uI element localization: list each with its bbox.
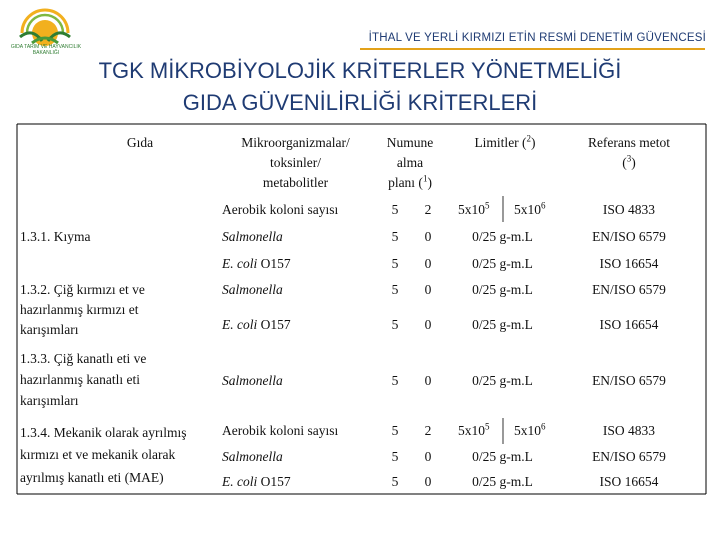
M-exp: 6 xyxy=(541,421,546,432)
limit-cell: 0/25 g-m.L xyxy=(472,282,533,297)
page-subtitle: GIDA GÜVENİLİRLİĞİ KRİTERLERİ xyxy=(182,90,538,115)
M-limit-cell xyxy=(514,423,546,439)
method-footnote: 3 xyxy=(626,153,632,164)
limits-close: ) xyxy=(531,135,536,150)
n-cell: 5 xyxy=(391,373,399,388)
organism-cell: Salmonella xyxy=(222,229,283,244)
header-divider xyxy=(360,48,705,50)
organism-serotype: O157 xyxy=(257,474,291,489)
method-cell: ISO 16654 xyxy=(599,317,659,332)
organism-cell xyxy=(222,256,291,272)
M-exp: 6 xyxy=(541,200,546,211)
food-line: 1.3.4. Mekanik olarak ayrılmış xyxy=(20,425,187,440)
n-cell: 5 xyxy=(391,282,399,297)
food-cell-1: 1.3.1. Kıyma xyxy=(20,229,91,244)
organism-cell: Salmonella xyxy=(222,373,283,388)
method-cell: ISO 4833 xyxy=(602,423,656,438)
header-sampling-line2: alma xyxy=(396,155,424,170)
limit-cell: 0/25 g-m.L xyxy=(472,256,533,271)
m-base: 5x10 xyxy=(458,423,485,438)
header-limits xyxy=(455,133,555,153)
limit-cell: 0/25 g-m.L xyxy=(472,317,533,332)
limit-cell: 0/25 g-m.L xyxy=(472,373,533,388)
m-base: 5x10 xyxy=(458,202,485,217)
limits-footnote: 2 xyxy=(526,133,532,144)
method-cell: EN/ISO 6579 xyxy=(592,449,666,464)
header-organism-line1: Mikroorganizmalar/ xyxy=(241,135,350,150)
food-line: karışımları xyxy=(20,322,79,337)
header-food: Gıda xyxy=(126,135,154,150)
c-cell: 2 xyxy=(424,202,432,217)
logo-caption: GIDA TARIM VE HAYVANCILIK BAKANLIĞI xyxy=(10,44,82,56)
organism-name: E. coli xyxy=(222,317,258,332)
top-label: İTHAL VE YERLİ KIRMIZI ETİN RESMİ DENETİM GÜVENCESİ xyxy=(368,32,706,44)
limit-cell: 0/25 g-m.L xyxy=(472,474,533,489)
page-title: TGK MİKROBİYOLOJİK KRİTERLER YÖNETMELİĞİ xyxy=(98,58,622,83)
n-cell: 5 xyxy=(391,317,399,332)
method-cell: ISO 4833 xyxy=(602,202,656,217)
header-method-line1: Referans metot xyxy=(587,135,671,150)
m-limit-cell xyxy=(458,423,490,439)
m-exp: 5 xyxy=(485,200,490,211)
organism-cell xyxy=(222,317,291,333)
food-line: kırmızı et ve mekanik olarak xyxy=(20,447,176,462)
limit-cell: 0/25 g-m.L xyxy=(472,449,533,464)
organism-name: E. coli xyxy=(222,256,258,271)
organism-name: E. coli xyxy=(222,474,258,489)
c-cell: 0 xyxy=(424,256,432,271)
limit-cell: 0/25 g-m.L xyxy=(472,229,533,244)
sun-rays-icon xyxy=(22,10,68,46)
c-cell: 0 xyxy=(424,229,432,244)
n-cell: 5 xyxy=(391,256,399,271)
c-cell: 0 xyxy=(424,373,432,388)
c-cell: 0 xyxy=(424,449,432,464)
m-limit-cell xyxy=(458,202,490,218)
method-close: ) xyxy=(631,155,636,170)
c-cell: 0 xyxy=(424,282,432,297)
n-cell: 5 xyxy=(391,449,399,464)
c-cell: 0 xyxy=(424,317,432,332)
method-cell: EN/ISO 6579 xyxy=(592,373,666,388)
organism-serotype: O157 xyxy=(257,317,291,332)
m-exp: 5 xyxy=(485,421,490,432)
header-organism-line3: metabolitler xyxy=(262,175,329,190)
sampling-footnote: 1 xyxy=(422,173,428,184)
header-sampling-line1: Numune xyxy=(386,135,434,150)
organism-cell: Salmonella xyxy=(222,449,283,464)
food-line: 1.3.2. Çiğ kırmızı et ve xyxy=(20,282,145,297)
food-line: karışımları xyxy=(20,393,79,408)
food-line: ayrılmış kanatlı eti (MAE) xyxy=(20,470,164,485)
header-sampling-line3 xyxy=(370,173,450,193)
sampling-text: planı ( xyxy=(388,175,423,190)
n-cell: 5 xyxy=(391,423,399,438)
organism-cell: Aerobik koloni sayısı xyxy=(222,202,339,217)
c-cell: 0 xyxy=(424,474,432,489)
method-cell: EN/ISO 6579 xyxy=(592,282,666,297)
organism-cell: Salmonella xyxy=(222,282,283,297)
method-cell: ISO 16654 xyxy=(599,256,659,271)
method-open: ( xyxy=(622,155,627,170)
method-cell: EN/ISO 6579 xyxy=(592,229,666,244)
organism-cell: Aerobik koloni sayısı xyxy=(222,423,339,438)
M-base: 5x10 xyxy=(514,423,541,438)
n-cell: 5 xyxy=(391,474,399,489)
organism-serotype: O157 xyxy=(257,256,291,271)
header-method-line2 xyxy=(570,153,688,173)
M-limit-cell xyxy=(514,202,546,218)
organism-cell xyxy=(222,474,291,490)
method-cell: ISO 16654 xyxy=(599,474,659,489)
food-line: hazırlanmış kırmızı et xyxy=(20,302,139,317)
sampling-close: ) xyxy=(427,175,432,190)
n-cell: 5 xyxy=(391,202,399,217)
M-base: 5x10 xyxy=(514,202,541,217)
food-line: 1.3.3. Çiğ kanatlı eti ve xyxy=(20,351,147,366)
header-organism-line2: toksinler/ xyxy=(270,155,321,170)
c-cell: 2 xyxy=(424,423,432,438)
food-line: hazırlanmış kanatlı eti xyxy=(20,372,140,387)
n-cell: 5 xyxy=(391,229,399,244)
limits-text: Limitler ( xyxy=(474,135,527,150)
